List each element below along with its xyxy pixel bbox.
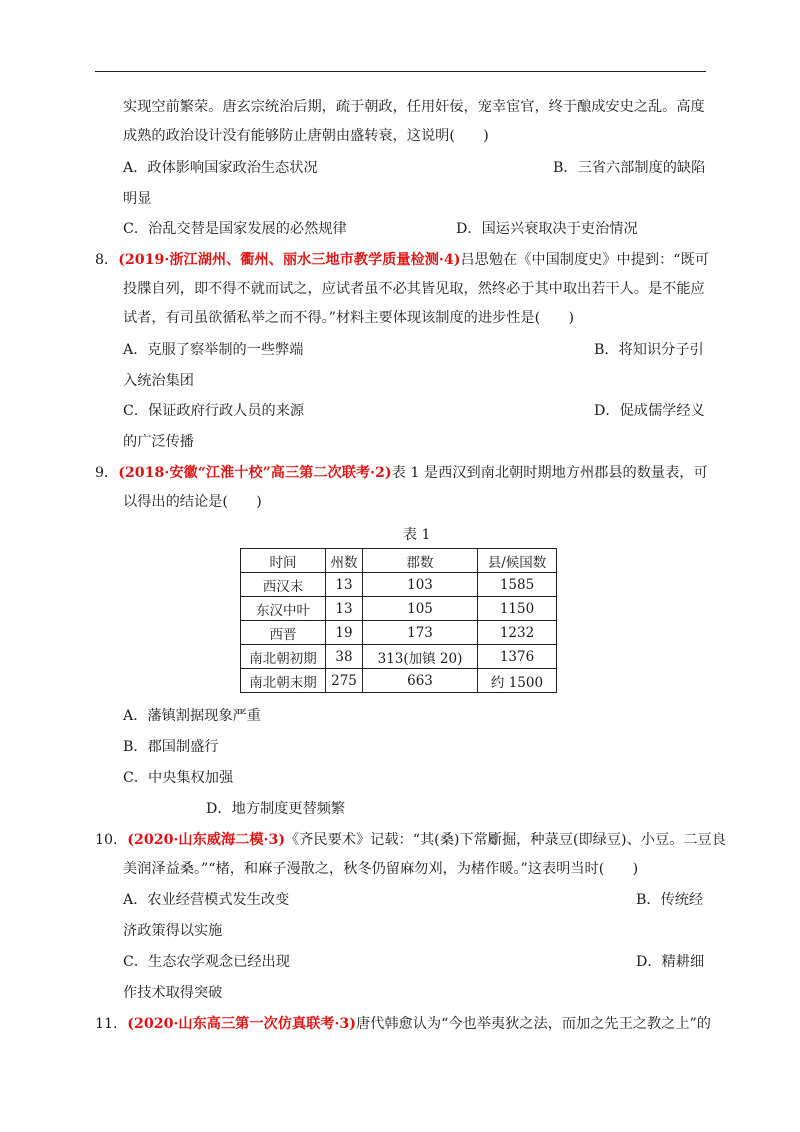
- q8-stem-line-1: [95, 250, 709, 270]
- table-cell: 13: [326, 597, 363, 621]
- q9-option-c[interactable]: C．中央集权加强: [123, 770, 234, 786]
- table-cell: 19: [326, 621, 363, 645]
- table-cell: 1376: [478, 645, 557, 669]
- q7-option-a[interactable]: A．政体影响国家政治生态状况: [123, 160, 318, 176]
- table-cell: 南北朝末期: [241, 669, 326, 693]
- table-cell: 南北朝初期: [241, 645, 326, 669]
- table-cell: 105: [363, 597, 478, 621]
- table-cell: 东汉中叶: [241, 597, 326, 621]
- q11-number: 11．: [95, 1016, 128, 1032]
- q9-stem-text: 表 1 是西汉到南北朝时期地方州郡县的数量表，可: [391, 465, 708, 481]
- table-header-cell: 县/候国数: [478, 549, 557, 573]
- table-header-cell: 郡数: [363, 549, 478, 573]
- q9-source: (2018·安徽“江淮十校”高三第二次联考·2): [118, 465, 392, 481]
- table-cell: 西汉末: [241, 573, 326, 597]
- table-row: [241, 645, 557, 669]
- q8-option-d[interactable]: D．促成儒学经义: [594, 403, 705, 419]
- table-cell: 313(加镇 20): [363, 645, 478, 669]
- table-header-cell: 州数: [326, 549, 363, 573]
- q9-option-b[interactable]: B．郡国制盛行: [123, 739, 219, 755]
- table-caption: 表 1: [403, 527, 431, 543]
- q10-option-c[interactable]: C．生态农学观念已经出现: [123, 954, 290, 970]
- q7-option-b-continued: 明显: [123, 191, 152, 207]
- q10-source: (2020·山东威海二模·3): [127, 832, 286, 848]
- q10-stem-line-1: [95, 830, 726, 850]
- table-header-row: [241, 549, 557, 573]
- table-cell: 1585: [478, 573, 557, 597]
- q8-option-b-continued: 入统治集团: [123, 373, 194, 389]
- q8-source: (2019·浙江湖州、衢州、丽水三地市教学质量检测·4): [118, 252, 461, 268]
- q8-option-b[interactable]: B．将知识分子引: [594, 342, 704, 358]
- table-header-cell: 时间: [241, 549, 326, 573]
- q10-number: 10．: [95, 832, 128, 848]
- q8-option-c[interactable]: C．保证政府行政人员的来源: [123, 403, 305, 419]
- table-row: [241, 597, 557, 621]
- table-cell: 663: [363, 669, 478, 693]
- q10-option-b[interactable]: B．传统经: [636, 892, 704, 908]
- table-cell: 275: [326, 669, 363, 693]
- q11-stem-text: 唐代韩愈认为“今也举夷狄之法，而加之先王之教之上”的: [355, 1016, 711, 1032]
- q9-stem-line-2: 以得出的结论是( ): [123, 494, 262, 510]
- table-cell: 103: [363, 573, 478, 597]
- table-cell: 1150: [478, 597, 557, 621]
- q10-option-d[interactable]: D．精耕细: [636, 954, 705, 970]
- q9-option-a[interactable]: A．藩镇割据现象严重: [123, 708, 261, 724]
- q7-option-c[interactable]: C．治乱交替是国家发展的必然规律: [123, 221, 347, 237]
- table-cell: 38: [326, 645, 363, 669]
- q10-option-a[interactable]: A．农业经营模式发生改变: [123, 892, 290, 908]
- q7-stem-line-2: 成熟的政治设计没有能够防止唐朝由盛转衰，这说明( ): [123, 128, 489, 144]
- q11-stem-line-1: [95, 1014, 711, 1034]
- q7-option-d[interactable]: D．国运兴衰取决于吏治情况: [456, 221, 638, 237]
- table-row: [241, 573, 557, 597]
- table-cell: 173: [363, 621, 478, 645]
- table-row: [241, 669, 557, 693]
- q7-stem-line-1: 实现空前繁荣。唐玄宗统治后期，疏于朝政，任用奸佞，宠幸宦官，终于酿成安史之乱。高度: [123, 99, 705, 115]
- q8-number: 8．: [95, 252, 119, 268]
- q8-stem-text: 吕思勉在《中国制度史》中提到：“既可: [460, 252, 709, 268]
- q8-option-d-continued: 的广泛传播: [123, 434, 194, 450]
- q9-option-d[interactable]: D．地方制度更替频繁: [206, 801, 346, 817]
- q8-option-a[interactable]: A．克服了察举制的一些弊端: [123, 342, 304, 358]
- header-rule: [95, 71, 706, 72]
- q10-option-b-continued: 济政策得以实施: [123, 923, 223, 939]
- q10-stem-line-2: 美润泽益桑。”“楮，和麻子漫散之，秋冬仍留麻勿刈，为楮作暖。”这表明当时( ): [123, 861, 639, 877]
- q8-stem-line-2: 投牒自列，即不得不就而试之，应试者虽不必其皆见取，然终必于其中取出若干人。是不能应: [123, 281, 705, 297]
- q8-stem-line-3: 试者，有司虽欲循私举之而不得。”材料主要体现该制度的进步性是( ): [123, 310, 575, 326]
- q9-number: 9．: [95, 465, 119, 481]
- table-cell: 1232: [478, 621, 557, 645]
- data-table: [240, 548, 557, 693]
- q7-option-b[interactable]: B．三省六部制度的缺陷: [553, 160, 706, 176]
- table-row: [241, 621, 557, 645]
- table-cell: 西晋: [241, 621, 326, 645]
- q9-stem-line-1: [95, 463, 708, 483]
- q11-source: (2020·山东高三第一次仿真联考·3): [127, 1016, 356, 1032]
- table-cell: 约 1500: [478, 669, 557, 693]
- q10-stem-text: 《齐民要术》记载：“其(桑)下常斸掘，种菉豆(即绿豆)、小豆。二豆良: [285, 832, 726, 848]
- q10-option-d-continued: 作技术取得突破: [123, 985, 223, 1001]
- table-cell: 13: [326, 573, 363, 597]
